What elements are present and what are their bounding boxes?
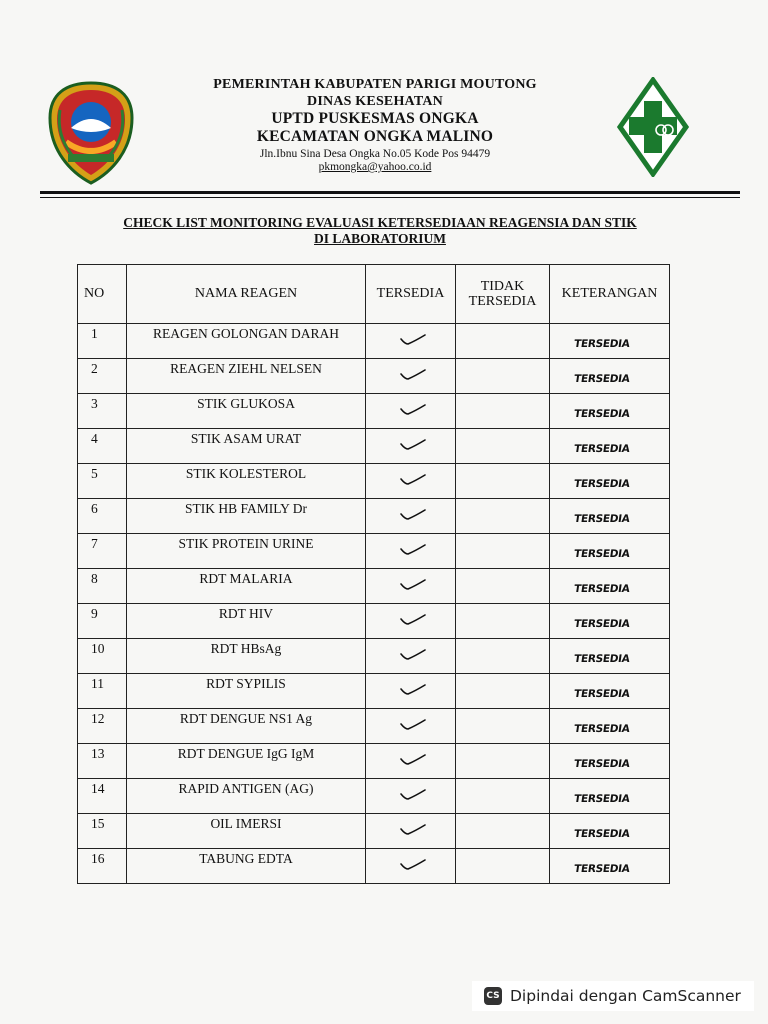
not-available-cell [456,744,550,779]
handwritten-note: TERSEDIA [573,863,631,875]
header-not-available [456,265,550,324]
row-number: 11 [78,674,127,709]
table-row [78,534,670,569]
not-available-cell [456,779,550,814]
checkmark-icon [399,578,427,592]
available-cell [366,639,456,674]
handwritten-note: TERSEDIA [573,373,631,385]
note-cell [550,324,670,359]
not-available-cell [456,394,550,429]
table-row [78,569,670,604]
note-cell [550,569,670,604]
not-available-cell [456,359,550,394]
handwritten-note: TERSEDIA [573,583,631,595]
note-cell [550,674,670,709]
checkmark-icon [399,648,427,662]
header-available: TERSEDIA [366,265,456,324]
handwritten-note: TERSEDIA [573,513,631,525]
available-cell [366,569,456,604]
reagent-name: RDT HBsAg [127,639,366,674]
table-header-row [78,265,670,324]
checkmark-icon [399,613,427,627]
camscanner-watermark [472,981,754,1011]
note-cell [550,639,670,674]
letterhead [150,77,600,175]
checkmark-icon [399,753,427,767]
table-body [78,324,670,884]
checkmark-icon [399,438,427,452]
reagent-name: STIK KOLESTEROL [127,464,366,499]
table-row [78,744,670,779]
row-number: 9 [78,604,127,639]
header-reagent-name: NAMA REAGEN [127,265,366,324]
checkmark-icon [399,333,427,347]
checkmark-icon [399,788,427,802]
letterhead-divider-thick [40,191,740,194]
reagent-name: RDT HIV [127,604,366,639]
reagent-name: STIK HB FAMILY Dr [127,499,366,534]
letterhead-district: KECAMATAN ONGKA MALINO [256,128,494,146]
not-available-cell [456,499,550,534]
not-available-cell [456,709,550,744]
handwritten-note: TERSEDIA [573,653,631,665]
available-cell [366,744,456,779]
not-available-cell [456,324,550,359]
note-cell [550,604,670,639]
note-cell [550,849,670,884]
handwritten-note: TERSEDIA [573,758,631,770]
not-available-cell [456,464,550,499]
table-row [78,709,670,744]
header-not-available-line-1: TIDAK [480,278,525,294]
row-number: 4 [78,429,127,464]
table-row [78,814,670,849]
available-cell [366,464,456,499]
available-cell [366,604,456,639]
checkmark-icon [399,368,427,382]
reagent-name: REAGEN ZIEHL NELSEN [127,359,366,394]
row-number: 8 [78,569,127,604]
available-cell [366,429,456,464]
table-row [78,499,670,534]
not-available-cell [456,674,550,709]
not-available-cell [456,534,550,569]
available-cell [366,709,456,744]
available-cell [366,534,456,569]
table-row [78,394,670,429]
reagent-name: TABUNG EDTA [127,849,366,884]
available-cell [366,849,456,884]
available-cell [366,779,456,814]
reagent-name: RDT MALARIA [127,569,366,604]
row-number: 1 [78,324,127,359]
row-number: 7 [78,534,127,569]
note-cell [550,779,670,814]
table-row [78,359,670,394]
handwritten-note: TERSEDIA [573,828,631,840]
document-title-line-2: DI LABORATORIUM [314,231,446,247]
table-row [78,429,670,464]
reagent-name: REAGEN GOLONGAN DARAH [127,324,366,359]
kabupaten-emblem-icon [46,80,136,186]
letterhead-unit: UPTD PUSKESMAS ONGKA [271,110,479,128]
handwritten-note: TERSEDIA [573,548,631,560]
not-available-cell [456,814,550,849]
table-row [78,324,670,359]
reagent-name: STIK PROTEIN URINE [127,534,366,569]
row-number: 15 [78,814,127,849]
table-row [78,604,670,639]
not-available-cell [456,429,550,464]
table-row [78,674,670,709]
row-number: 10 [78,639,127,674]
header-not-available-line-2: TERSEDIA [468,294,537,309]
document-title-line-1: CHECK LIST MONITORING EVALUASI KETERSEDIAAN REAGENSIA DAN STIK [123,215,637,230]
reagent-name: RAPID ANTIGEN (AG) [127,779,366,814]
row-number: 16 [78,849,127,884]
handwritten-note: TERSEDIA [573,723,631,735]
available-cell [366,359,456,394]
row-number: 13 [78,744,127,779]
document-title [60,215,700,248]
note-cell [550,359,670,394]
row-number: 12 [78,709,127,744]
reagent-name: RDT DENGUE NS1 Ag [127,709,366,744]
handwritten-note: TERSEDIA [573,443,631,455]
note-cell [550,429,670,464]
letterhead-address: Jln.Ibnu Sina Desa Ongka No.05 Kode Pos 94479 [259,147,491,160]
reagent-name: RDT SYPILIS [127,674,366,709]
table-row [78,464,670,499]
letterhead-email: pkmongka@yahoo.co.id [318,161,432,174]
handwritten-note: TERSEDIA [573,618,631,630]
table-row [78,849,670,884]
checkmark-icon [399,718,427,732]
table-row [78,639,670,674]
handwritten-note: TERSEDIA [573,408,631,420]
available-cell [366,324,456,359]
letterhead-department: DINAS KESEHATAN [307,93,443,109]
reagent-name: RDT DENGUE IgG IgM [127,744,366,779]
reagent-name: STIK ASAM URAT [127,429,366,464]
not-available-cell [456,849,550,884]
available-cell [366,499,456,534]
checkmark-icon [399,683,427,697]
row-number: 5 [78,464,127,499]
checkmark-icon [399,823,427,837]
available-cell [366,394,456,429]
checkmark-icon [399,858,427,872]
reagent-name: OIL IMERSI [127,814,366,849]
table-row [78,779,670,814]
note-cell [550,394,670,429]
note-cell [550,534,670,569]
handwritten-note: TERSEDIA [573,793,631,805]
checkmark-icon [399,403,427,417]
handwritten-note: TERSEDIA [573,478,631,490]
available-cell [366,674,456,709]
not-available-cell [456,639,550,674]
note-cell [550,709,670,744]
available-cell [366,814,456,849]
camscanner-icon: CS [484,987,502,1005]
note-cell [550,464,670,499]
header-no: NO [78,265,127,324]
not-available-cell [456,569,550,604]
note-cell [550,814,670,849]
row-number: 3 [78,394,127,429]
checkmark-icon [399,543,427,557]
row-number: 2 [78,359,127,394]
handwritten-note: TERSEDIA [573,688,631,700]
handwritten-note: TERSEDIA [573,338,631,350]
note-cell [550,499,670,534]
letterhead-divider-thin [40,197,740,198]
header-note: KETERANGAN [550,265,670,324]
checkmark-icon [399,508,427,522]
puskesmas-logo-icon [617,77,689,177]
checkmark-icon [399,473,427,487]
checklist-table [77,264,670,884]
letterhead-government: PEMERINTAH KABUPATEN PARIGI MOUTONG [213,77,537,92]
not-available-cell [456,604,550,639]
note-cell [550,744,670,779]
reagent-name: STIK GLUKOSA [127,394,366,429]
row-number: 6 [78,499,127,534]
row-number: 14 [78,779,127,814]
camscanner-label: Dipindai dengan CamScanner [510,987,741,1005]
